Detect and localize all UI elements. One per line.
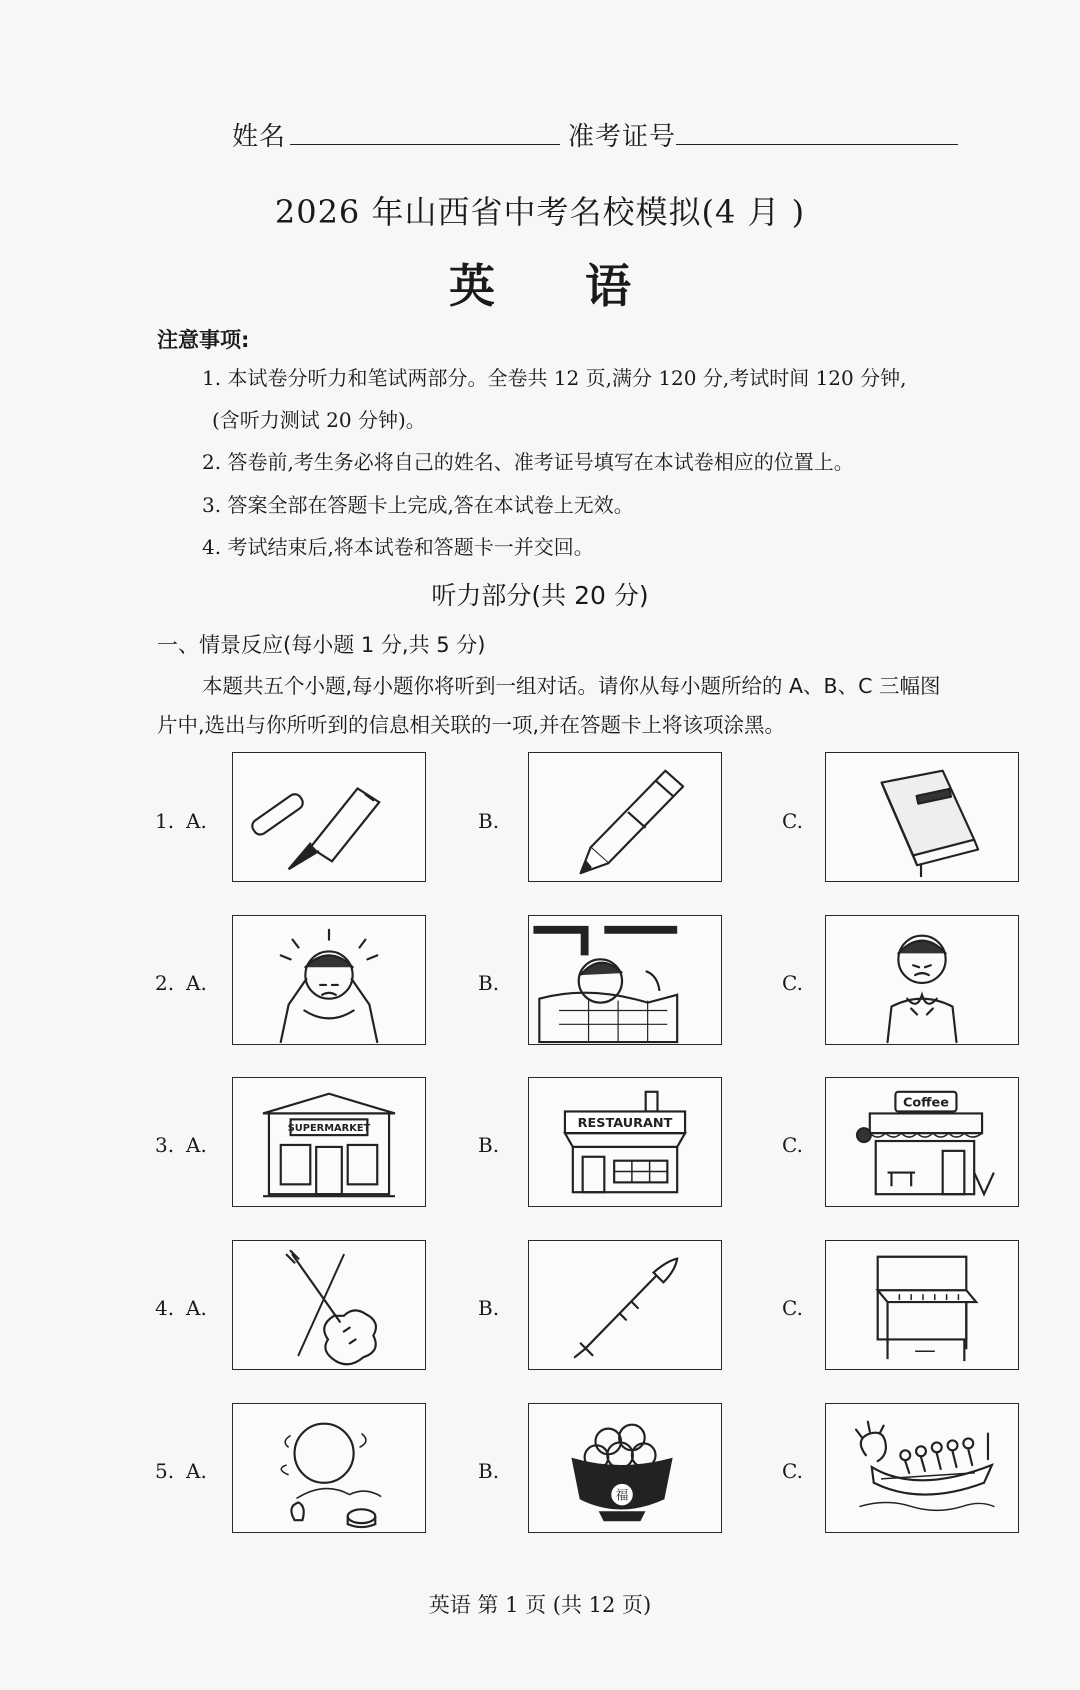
part-1-heading: 一、情景反应(每小题 1 分,共 5 分) <box>157 633 486 657</box>
option-c-label: C. <box>782 971 803 995</box>
dragon-boat-icon[interactable] <box>825 1403 1019 1533</box>
subject-char-1: 英 <box>449 259 495 313</box>
subject-char-2: 语 <box>585 259 631 313</box>
violin-icon[interactable] <box>232 1240 426 1370</box>
headache-boy-icon[interactable] <box>232 915 426 1045</box>
subject-title <box>0 250 1080 316</box>
exam-id-label: 准考证号 <box>568 122 677 152</box>
question-number: 3. <box>155 1133 175 1157</box>
pencil-icon[interactable] <box>528 752 722 882</box>
option-c-label: C. <box>782 1133 803 1157</box>
exam-title: 2026 年山西省中考名校模拟(4 月 ) <box>274 193 806 231</box>
listening-section-title: 听力部分(共 20 分) <box>431 581 649 610</box>
note-1: 1. 本试卷分听力和笔试两部分。全卷共 12 页,满分 120 分,考试时间 120 分钟, <box>202 366 907 390</box>
instructions-line-2: 片中,选出与你所听到的信息相关联的一项,并在答题卡上将该项涂黑。 <box>157 713 786 737</box>
exam-id-blank[interactable] <box>676 144 958 145</box>
option-b-label: B. <box>478 971 500 995</box>
option-c-label: C. <box>782 1296 803 1320</box>
option-a-label: A. <box>186 1459 207 1483</box>
question-number: 1. <box>155 809 175 833</box>
fountain-pen-icon[interactable] <box>232 752 426 882</box>
supermarket-icon[interactable] <box>232 1077 426 1207</box>
option-a-label: A. <box>186 971 207 995</box>
restaurant-sign-text: RESTAURANT <box>577 1116 673 1132</box>
tangyuan-bowl-icon[interactable] <box>528 1403 722 1533</box>
instructions-line-1: 本题共五个小题,每小题你将听到一组对话。请你从每小题所给的 A、B、C 三幅图 <box>202 674 941 698</box>
notes-title: 注意事项: <box>157 328 250 352</box>
option-b-label: B. <box>478 1133 500 1157</box>
page-footer: 英语 第 1 页 (共 12 页) <box>428 1593 652 1617</box>
sick-in-bed-icon[interactable] <box>528 915 722 1045</box>
restaurant-icon[interactable] <box>528 1077 722 1207</box>
option-c-label: C. <box>782 809 803 833</box>
option-b-label: B. <box>478 1459 500 1483</box>
question-number: 4. <box>155 1296 175 1320</box>
option-b-label: B. <box>478 1296 500 1320</box>
name-label: 姓名 <box>232 122 287 152</box>
sore-throat-boy-icon[interactable] <box>825 915 1019 1045</box>
option-a-label: A. <box>186 1296 207 1320</box>
supermarket-sign-text: SUPERMARKET <box>287 1123 371 1135</box>
note-3: 3. 答案全部在答题卡上完成,答在本试卷上无效。 <box>202 493 634 517</box>
coffee-shop-icon[interactable] <box>825 1077 1019 1207</box>
question-number: 2. <box>155 971 175 995</box>
mid-autumn-moon-icon[interactable] <box>232 1403 426 1533</box>
option-c-label: C. <box>782 1459 803 1483</box>
fu-character: 福 <box>615 1488 629 1504</box>
book-icon[interactable] <box>825 752 1019 882</box>
option-a-label: A. <box>186 1133 207 1157</box>
coffee-sign-text: Coffee <box>902 1095 949 1111</box>
name-blank[interactable] <box>290 144 560 145</box>
note-2: 2. 答卷前,考生务必将自己的姓名、准考证号填写在本试卷相应的位置上。 <box>202 450 854 474</box>
option-a-label: A. <box>186 809 207 833</box>
question-number: 5. <box>155 1459 175 1483</box>
note-4: 4. 考试结束后,将本试卷和答题卡一并交回。 <box>202 535 594 559</box>
trumpet-icon[interactable] <box>528 1240 722 1370</box>
option-b-label: B. <box>478 809 500 833</box>
piano-icon[interactable] <box>825 1240 1019 1370</box>
note-1-cont: (含听力测试 20 分钟)。 <box>212 408 426 432</box>
